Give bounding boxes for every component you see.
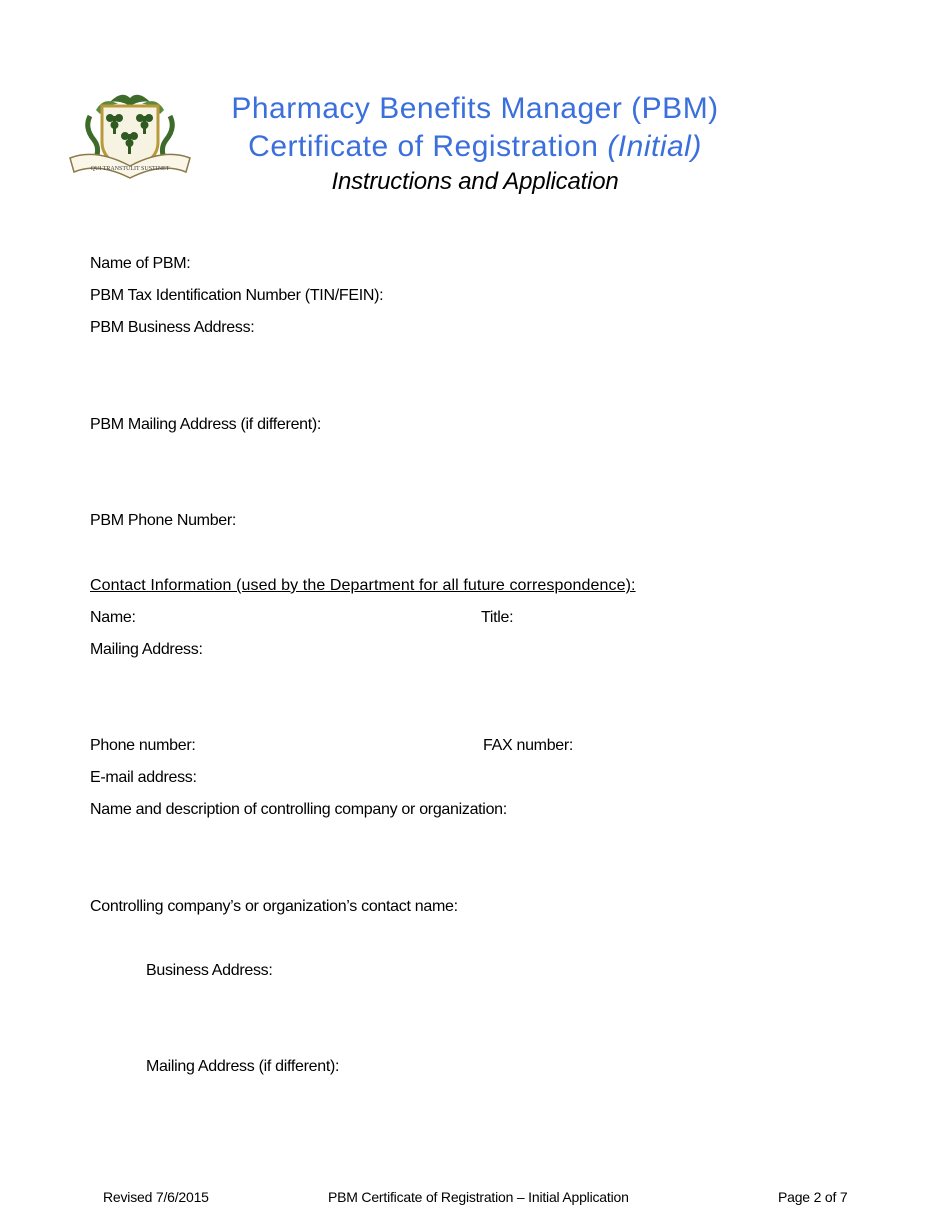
page-title-line2: [190, 132, 760, 162]
tin-label: PBM Tax Identification Number (TIN/FEIN):: [90, 287, 384, 304]
page-subtitle: Instructions and Application: [331, 168, 619, 195]
contact-info-heading: Contact Information (used by the Department for all future correspondence):: [90, 577, 636, 594]
footer-doc-title: PBM Certificate of Registration – Initial Application: [328, 1189, 629, 1205]
contact-phone-label: Phone number:: [90, 737, 196, 754]
name-of-pbm-label: Name of PBM:: [90, 255, 191, 272]
controlling-contact-label: Controlling company’s or organization’s contact name:: [90, 898, 458, 915]
footer-page-number: Page 2 of 7: [778, 1189, 848, 1205]
state-seal-logo: [66, 88, 194, 184]
controlling-company-label: Name and description of controlling company or organization:: [90, 801, 507, 818]
footer-revised: Revised 7/6/2015: [103, 1189, 209, 1205]
contact-mailing-address-label: Mailing Address:: [90, 641, 203, 658]
page-title: Pharmacy Benefits Manager (PBM): [231, 92, 719, 125]
controlling-mailing-address-label: Mailing Address (if different):: [146, 1058, 340, 1075]
controlling-business-address-label: Business Address:: [146, 962, 273, 979]
business-address-label: PBM Business Address:: [90, 319, 255, 336]
mailing-address-label: PBM Mailing Address (if different):: [90, 416, 322, 433]
contact-name-label: Name:: [90, 609, 136, 626]
svg-text:QUI TRANSTULIT SUSTINET: QUI TRANSTULIT SUSTINET: [90, 166, 170, 172]
phone-label: PBM Phone Number:: [90, 512, 237, 529]
contact-title-label: Title:: [481, 609, 514, 626]
title-main: Certificate of Registration: [248, 130, 599, 163]
contact-fax-label: FAX number:: [483, 737, 574, 754]
contact-email-label: E-mail address:: [90, 769, 197, 786]
title-italic: (Initial): [607, 130, 702, 163]
